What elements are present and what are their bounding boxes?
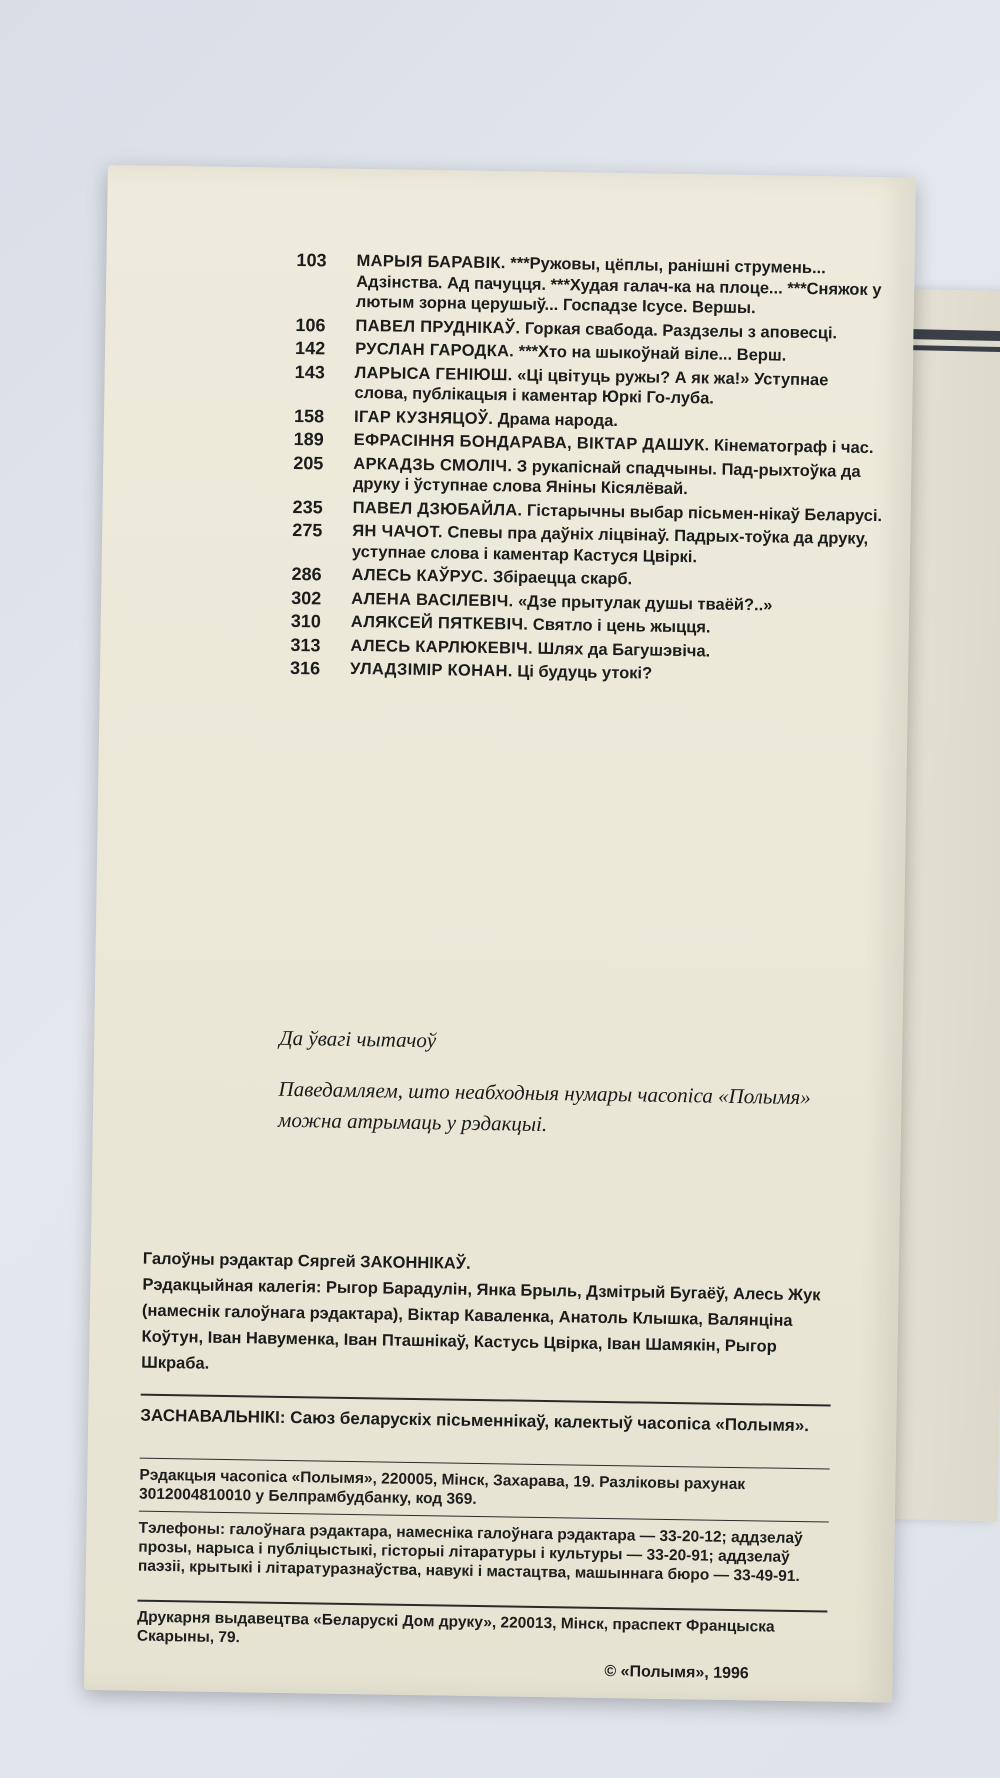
next-page-rule [912, 345, 1000, 352]
toc-author: ПАВЕЛ ПРУДНІКАЎ. [355, 316, 521, 337]
toc-work-title: ***Ружовы, цёплы, ранішні струмень... Адзінства. Ад пачуцця. ***Худая галач-ка на плоце... ***Сняжок у лютым зорна церушыў... Госпадзе Ісусе. Вершы. [355, 254, 882, 318]
toc-entry [296, 250, 887, 321]
toc-author: ЯН ЧАЧОТ. [352, 521, 443, 542]
table-of-contents [290, 250, 887, 691]
toc-author: ЛАРЫСА ГЕНІЮШ. [354, 363, 513, 384]
toc-page-number: 235 [292, 496, 323, 517]
toc-entry [292, 520, 883, 570]
notice-text: Паведамляем, што неабходныя нумары часопіса «Полымя» можна атрымаць у рэдакцыі. [277, 1076, 811, 1137]
notice-title: Да ўвагі чытачоў [279, 1025, 437, 1053]
toc-work-title: Драма народа. [497, 409, 619, 430]
toc-author: ЕФРАСІННЯ БОНДАРАВА, ВІКТАР ДАШУК. [353, 430, 710, 455]
chief-editor: Галоўны рэдактар Сяргей ЗАКОННІКАЎ. [142, 1249, 471, 1273]
toc-author: АЛЕСЬ КАРЛЮКЕВІЧ. [350, 636, 534, 658]
toc-page-number: 158 [293, 405, 325, 426]
toc-work-title: З рукапіснай спадчыны. Пад-рыхтоўка да друку і ўступнае слова Яніны Кісялёвай. [352, 456, 861, 499]
editorial-board [141, 1246, 843, 1387]
toc-page-number: 142 [294, 337, 326, 359]
page-content [108, 165, 916, 1683]
phone-numbers: Тэлефоны: галоўнага рэдактара, намесніка галоўнага рэдактара — 33-20-12; аддзелаў прозы, нарыса і публіцыстыкі, гісторыі літаратуры і культуры — 33-20-91; аддзелаў паэзіі, крытыкі і літаратуразнаўства, навукі і мастацтва, машыннага бюро — 33-49-91. [137, 1519, 803, 1586]
toc-author: АРКАДЗЬ СМОЛІЧ. [353, 454, 513, 475]
founders-label: ЗАСНАВАЛЬНІКІ: [140, 1405, 286, 1427]
toc-page-number: 143 [294, 361, 325, 382]
toc-work-title: Спевы пра даўніх ліцвінаў. Падрых-тоўка да друку, уступнае слова і каментар Кастуся Цвіркі. [351, 523, 869, 566]
toc-work-title: Гістарычны выбар пісьмен-нікаў Беларусі. [526, 501, 883, 525]
toc-work-title: Святло і цень жыцця. [532, 615, 711, 637]
printing-house: Друкарня выдавецтва «Беларускі Дом друку», 220013, Мінск, праспект Францыска Скарыны, 79. [136, 1608, 775, 1647]
magazine-page [84, 165, 916, 1703]
toc-author: МАРЫЯ БАРАВІК. [356, 251, 506, 273]
toc-page-number: 275 [292, 519, 323, 541]
toc-page-number: 205 [293, 452, 324, 473]
toc-author: РУСЛАН ГАРОДКА. [355, 339, 515, 361]
toc-page-number: 313 [290, 634, 321, 655]
board-members: Рэдакцыйная калегія: Рыгор Барадулін, Янка Брыль, Дзмітрый Бугаёў, Алесь Жук (намеснік галоўнага рэдактара), Віктар Каваленка, Анатоль Клышка, Валянціна Коўтун, Іван Навуменка, Іван Пташнікаў, Кастусь Цвірка, Іван Шамякін, Рыгор Шкраба. [141, 1275, 821, 1373]
next-page-rule [912, 329, 1000, 341]
toc-page-number: 286 [291, 563, 322, 585]
toc-page-number: 103 [296, 249, 327, 271]
toc-entry [293, 452, 884, 502]
toc-author: АЛЯКСЕЙ ПЯТКЕВІЧ. [350, 612, 529, 634]
founders [140, 1404, 835, 1439]
toc-page-number: 310 [290, 610, 322, 632]
toc-work-title: ***Хто на шыкоўнай віле... Верш. [518, 342, 787, 365]
toc-author: ПАВЕЛ ДЗЮБАЙЛА. [352, 498, 523, 520]
readers-notice [278, 1023, 880, 1145]
founders-text: Саюз беларускіх пісьменнікаў, калектыў часопіса «Полымя». [290, 1408, 810, 1436]
toc-work-title: Шлях да Багушэвіча. [537, 639, 711, 661]
editorial-address: Рэдакцыя часопіса «Полымя», 220005, Мінск, Захарава, 19. Разліковы рахунак 3012004810010 у Белпрамбудбанку, код 369. [138, 1466, 746, 1508]
toc-author: АЛЕНА ВАСІЛЕВІЧ. [351, 589, 514, 610]
toc-work-title: Збіраецца скарб. [492, 568, 633, 589]
toc-page-number: 302 [291, 587, 322, 608]
copyright: © «Полымя», 1996 [604, 1662, 749, 1683]
toc-work-title: Горкая свабода. Раздзелы з аповесці. [524, 319, 838, 342]
toc-work-title: Ці будуць утокі? [517, 662, 653, 683]
toc-author: АЛЕСЬ КАЎРУС. [351, 565, 489, 587]
toc-work-title: Кінематограф і час. [713, 436, 874, 458]
toc-author: ІГАР КУЗНЯЦОЎ. [353, 407, 494, 428]
toc-page-number: 106 [295, 314, 326, 335]
toc-entry [294, 361, 885, 411]
toc-work-title: «Ці цвітуць ружы? А як жа!» Уступнае слова, публікацыя і каментар Юркі Го-луба. [354, 365, 829, 408]
toc-work-title: «Дзе прытулак душы тваёй?..» [517, 591, 773, 614]
toc-page-number: 189 [293, 428, 324, 450]
toc-author: УЛАДЗІМІР КОНАН. [349, 659, 513, 681]
toc-page-number: 316 [289, 657, 321, 679]
